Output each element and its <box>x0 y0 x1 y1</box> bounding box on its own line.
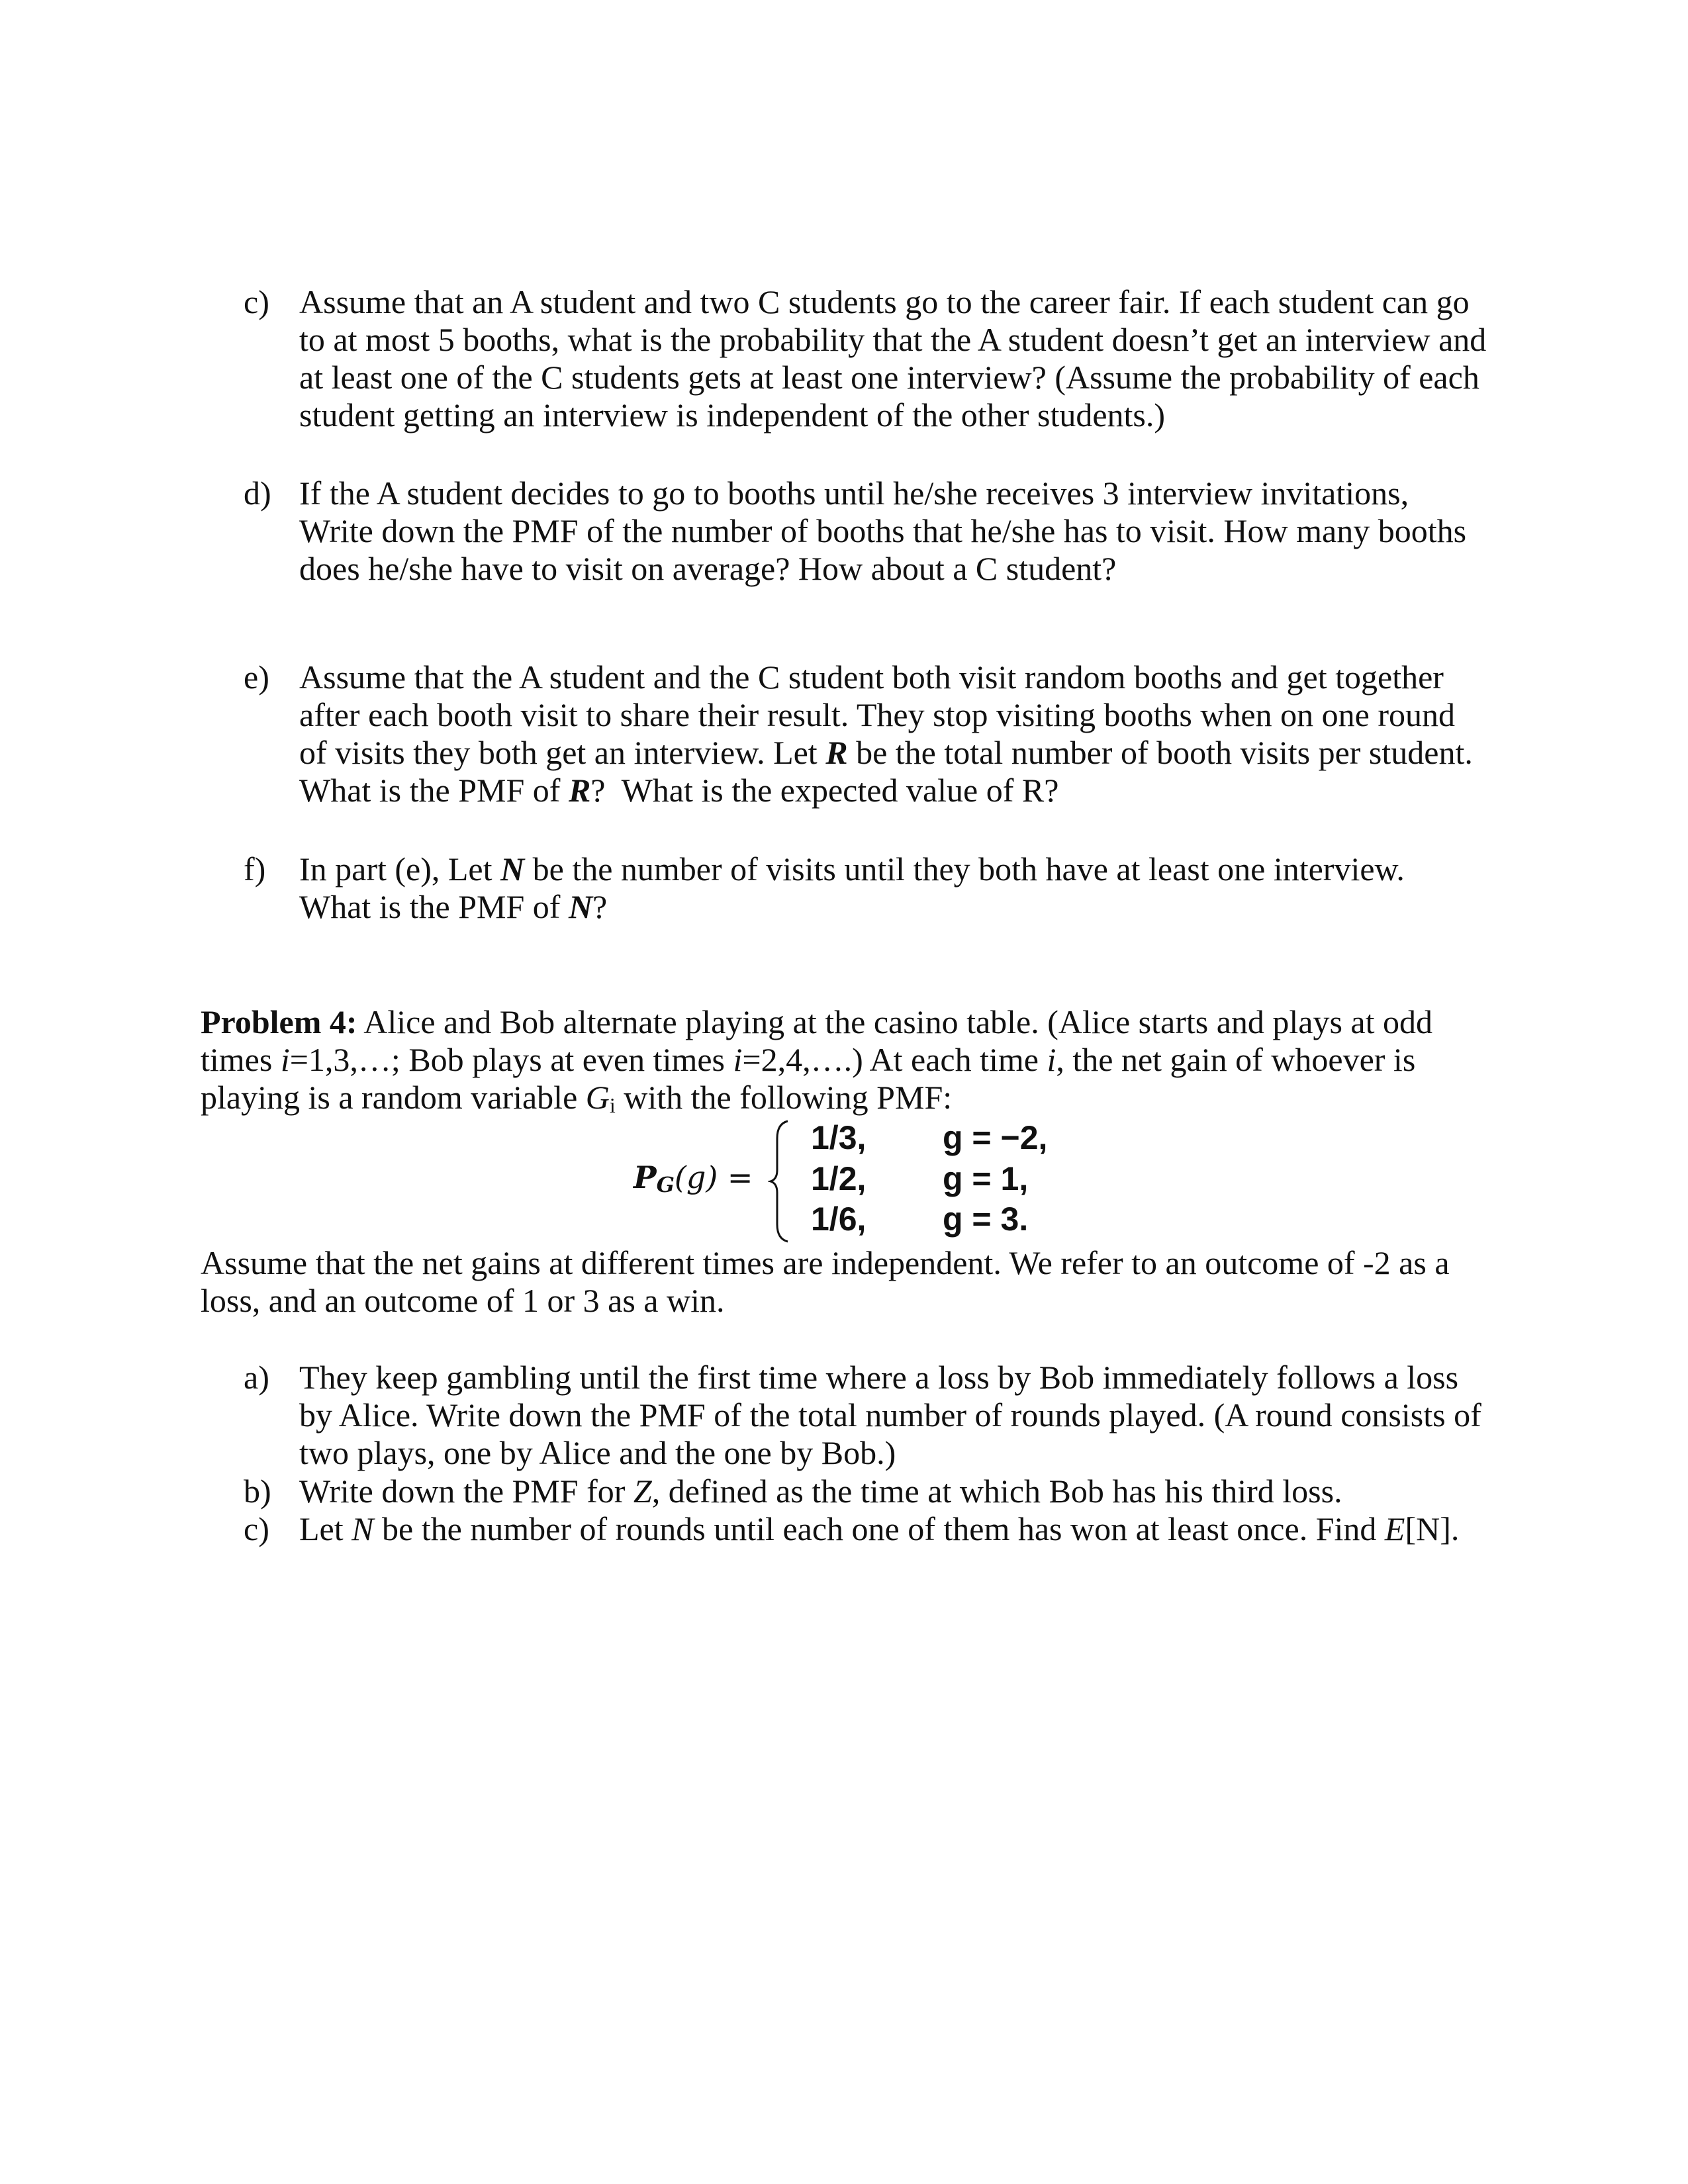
text-line <box>201 1041 1432 1079</box>
text-segment: Write down the PMF of the number of booths that he/she has to visit. How many booths <box>299 512 1467 549</box>
item-text <box>299 283 1486 434</box>
text-segment: [N]. <box>1405 1510 1460 1547</box>
text-segment: be the number of visits until they both have at least one interview. <box>524 850 1405 887</box>
text-segment: by Alice. Write down the PMF of the total number of rounds played. (A round consists of <box>299 1396 1481 1433</box>
item-text <box>299 475 1466 588</box>
item-text <box>299 850 1405 926</box>
problem-4-part-a <box>244 1359 1481 1472</box>
text-segment: R <box>825 734 848 771</box>
pmf-cond-3: g = 3. <box>943 1201 1029 1238</box>
pmf-lhs <box>633 1160 753 1197</box>
text-line <box>299 359 1486 396</box>
text-segment: What is the PMF of <box>299 772 569 809</box>
text-line <box>299 1359 1481 1396</box>
item-text <box>299 659 1473 809</box>
text-segment: Z <box>633 1473 652 1510</box>
item-label: d) <box>244 475 271 512</box>
item-label: b) <box>244 1473 271 1510</box>
text-line <box>299 550 1466 588</box>
text-segment: does he/she have to visit on average? How about a C student? <box>299 550 1117 587</box>
text-segment: G <box>585 1079 610 1116</box>
text-line <box>299 1434 1481 1472</box>
item-text <box>299 1473 1342 1510</box>
text-segment: be the total number of booth visits per student. <box>847 734 1473 771</box>
text-segment: N <box>568 888 593 925</box>
text-segment: N <box>352 1510 374 1547</box>
pmf-prob-3: 1/6, <box>811 1201 867 1238</box>
text-line <box>299 1396 1481 1434</box>
text-line <box>299 734 1473 772</box>
text-line <box>299 396 1486 434</box>
item-label: a) <box>244 1359 269 1396</box>
text-line <box>299 321 1486 359</box>
text-segment: What is the PMF of <box>299 888 569 925</box>
pmf-cond-1: g = −2, <box>943 1119 1048 1156</box>
text-line <box>299 772 1473 809</box>
text-segment: If the A student decides to go to booths until he/she receives 3 interview invitations, <box>299 475 1409 512</box>
pmf-prob-2: 1/2, <box>811 1160 867 1197</box>
text-segment: R <box>568 772 591 809</box>
item-label: c) <box>244 1510 269 1547</box>
problem-4-part-c <box>244 1510 1459 1548</box>
text-line <box>299 696 1473 734</box>
text-segment: =1,3,…; Bob plays at even times <box>289 1041 733 1078</box>
text-segment: ? What is the expected value of R? <box>590 772 1059 809</box>
text-line <box>201 1079 1432 1124</box>
text-segment: i <box>280 1041 290 1078</box>
item-text <box>299 1510 1459 1548</box>
text-segment: Write down the PMF for <box>299 1473 633 1510</box>
text-line <box>299 1473 1342 1510</box>
text-segment: with the following PMF: <box>615 1079 953 1116</box>
item-label: f) <box>244 850 266 887</box>
text-segment: E <box>1384 1510 1405 1547</box>
text-line <box>299 475 1466 512</box>
problem-4-part-b <box>244 1473 1342 1510</box>
text-line <box>201 1003 1432 1041</box>
text-segment: to at most 5 booths, what is the probability that the A student doesn’t get an interview and <box>299 321 1487 358</box>
text-segment: loss, and an outcome of 1 or 3 as a win. <box>201 1282 725 1319</box>
item-label: c) <box>244 283 269 320</box>
text-segment: ? <box>592 888 608 925</box>
left-brace-icon <box>768 1118 794 1244</box>
part-f <box>244 850 1405 926</box>
text-segment: , defined as the time at which Bob has his third loss. <box>651 1473 1342 1510</box>
text-segment: student getting an interview is independent of the other students.) <box>299 396 1166 433</box>
text-segment: Assume that the A student and the C student both visit random booths and get together <box>299 659 1444 696</box>
part-c <box>244 283 1486 434</box>
text-segment: Assume that an A student and two C students go to the career fair. If each student can go <box>299 283 1470 320</box>
text-segment: two plays, one by Alice and the one by Bob.) <box>299 1434 896 1471</box>
item-text <box>201 1244 1450 1320</box>
text-segment: times <box>201 1041 281 1078</box>
pmf-lhs-sub: G <box>656 1172 675 1197</box>
pmf-prob-1: 1/3, <box>811 1119 867 1156</box>
text-segment: i <box>609 1093 616 1117</box>
text-segment: Assume that the net gains at different times are independent. We refer to an outcome of -2 as a <box>201 1244 1450 1281</box>
item-text <box>299 1359 1481 1472</box>
pmf-cond-2: g = 1, <box>943 1160 1029 1197</box>
text-segment: i <box>733 1041 743 1078</box>
text-segment: after each booth visit to share their result. They stop visiting booths when on one round <box>299 696 1455 733</box>
problem-4-statement <box>201 1003 1432 1124</box>
text-segment: Alice and Bob alternate playing at the casino table. (Alice starts and plays at odd <box>357 1003 1433 1040</box>
text-line <box>299 283 1486 321</box>
text-segment: In part (e), Let <box>299 850 501 887</box>
text-line <box>201 1244 1450 1282</box>
text-segment: be the number of rounds until each one of them has won at least once. Find <box>373 1510 1385 1547</box>
text-segment: playing is a random variable <box>201 1079 586 1116</box>
text-line <box>299 659 1473 696</box>
part-e <box>244 659 1473 809</box>
text-line <box>299 1510 1459 1548</box>
pmf-lhs-arg: (g) = <box>674 1160 753 1195</box>
item-label: e) <box>244 659 269 696</box>
text-line <box>299 888 1405 926</box>
text-segment: of visits they both get an interview. Let <box>299 734 826 771</box>
text-line <box>201 1282 1450 1320</box>
text-segment: at least one of the C students gets at least one interview? (Assume the probability of each <box>299 359 1479 396</box>
pmf-lhs-p: P <box>633 1160 657 1195</box>
text-segment: =2,4,….) At each time <box>742 1041 1047 1078</box>
text-segment: N <box>500 850 525 887</box>
text-segment: Problem 4: <box>201 1003 357 1040</box>
text-line <box>299 512 1466 550</box>
text-segment: i <box>1047 1041 1056 1078</box>
text-line <box>299 850 1405 888</box>
item-text <box>201 1003 1432 1124</box>
text-segment: , the net gain of whoever is <box>1056 1041 1416 1078</box>
part-d <box>244 475 1466 588</box>
text-segment: They keep gambling until the first time where a loss by Bob immediately follows a loss <box>299 1359 1459 1396</box>
text-segment: Let <box>299 1510 352 1547</box>
assumption-text <box>201 1244 1450 1320</box>
